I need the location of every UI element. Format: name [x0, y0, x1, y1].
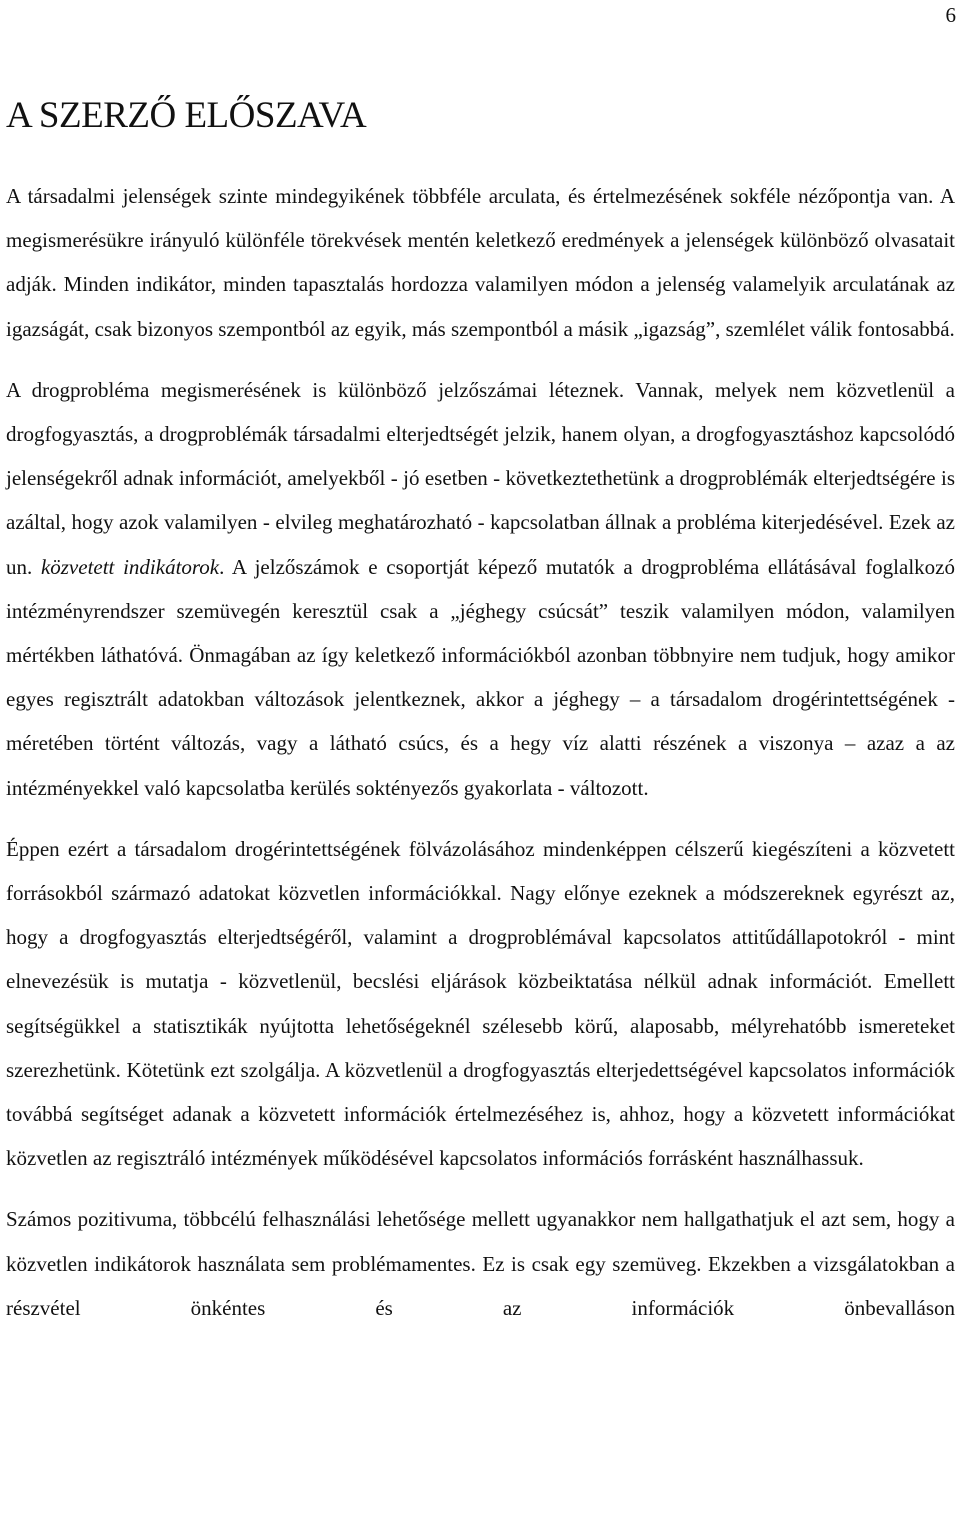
- paragraph-1: A társadalmi jelenségek szinte mindegyikének többféle arculata, és értelmezésének sokféle nézőpontja van. A megismerésükre irányuló különféle törekvések mentén keletkező eredmények a jelenségek különböző olvasatait adják. Minden indikátor, minden tapasztalás hordozza valamilyen módon a jelenség valamelyik arculatának az igazságát, csak bizonyos szempontból az egyik, más szempontból a másik „igazság”, szemlélet válik fontosabbá.: [6, 184, 955, 341]
- paragraph-2: [6, 368, 955, 810]
- page-title: A SZERZŐ ELŐSZAVA: [6, 95, 367, 136]
- paragraph-2-text-b: . A jelzőszámok e csoportját képező mutatók a drogprobléma ellátásával foglalkozó intézményrendszer szemüvegén keresztül csak a „jéghegy csúcsát” teszik valamilyen módon, valamilyen mértékben láthatóvá. Önmagában az így keletkező információkból azonban többnyire nem tudjuk, hogy amikor egyes regisztrált adatokban változások jelentkeznek, akkor a jéghegy – a társadalom drogérintettségének - méretében történt változás, vagy a látható csúcs, és a hegy víz alatti részének a viszonya – azaz a az intézményekkel való kapcsolatba kerülés soktényezős gyakorlata - változott.: [6, 554, 955, 800]
- paragraph-2-text-a: A drogprobléma megismerésének is különböző jelzőszámai léteznek. Vannak, melyek nem közvetlenül a drogfogyasztás, a drogproblémák társadalmi elterjedtségét jelzik, hanem olyan, a drogfogyasztáshoz kapcsolódó jelenségekről adnak információt, amelyekből - jó esetben - következtethetünk a drogproblémák elterjedtségére is azáltal, hogy azok valamilyen - elvileg meghatározható - kapcsolatban állnak a probléma kiterjedésével. Ezek az un.: [6, 377, 955, 579]
- body-text: [6, 174, 955, 1347]
- page-number: 6: [945, 3, 956, 27]
- indirect-indicators-emphasis: közvetett indikátorok: [40, 554, 220, 579]
- paragraph-4: Számos pozitivuma, többcélú felhasználási lehetősége mellett ugyanakkor nem hallgathatjuk el azt sem, hogy a közvetlen indikátorok használata sem problémamentes. Ez is csak egy szemüveg. Ekzekben a vizsgálatokban a részvétel önkéntes és az információk önbevalláson: [6, 1207, 955, 1320]
- paragraph-3: Éppen ezért a társadalom drogérintettségének fölvázolásához mindenképpen célszerű kiegészíteni a közvetett forrásokból származó adatokat közvetlen információkkal. Nagy előnye ezeknek a módszereknek egyrészt az, hogy a drogfogyasztás elterjedtségéről, valamint a drogproblémával kapcsolatos attitűdállapotokról - mint elnevezésük is mutatja - közvetlenül, becslési eljárások közbeiktatása nélkül adnak információt. Emellett segítségükkel a statisztikák nyújtotta lehetőségeknél szélesebb körű, alaposabb, mélyrehatóbb ismereteket szerezhetünk. Kötetünk ezt szolgálja. A közvetlenül a drogfogyasztás elterjedettségével kapcsolatos információk továbbá segítséget adanak a közvetett információk értelmezéséhez is, ahhoz, hogy a közvetett információkat közvetlen az regisztráló intézmények működésével kapcsolatos információs forrásként használhassuk.: [6, 836, 955, 1171]
